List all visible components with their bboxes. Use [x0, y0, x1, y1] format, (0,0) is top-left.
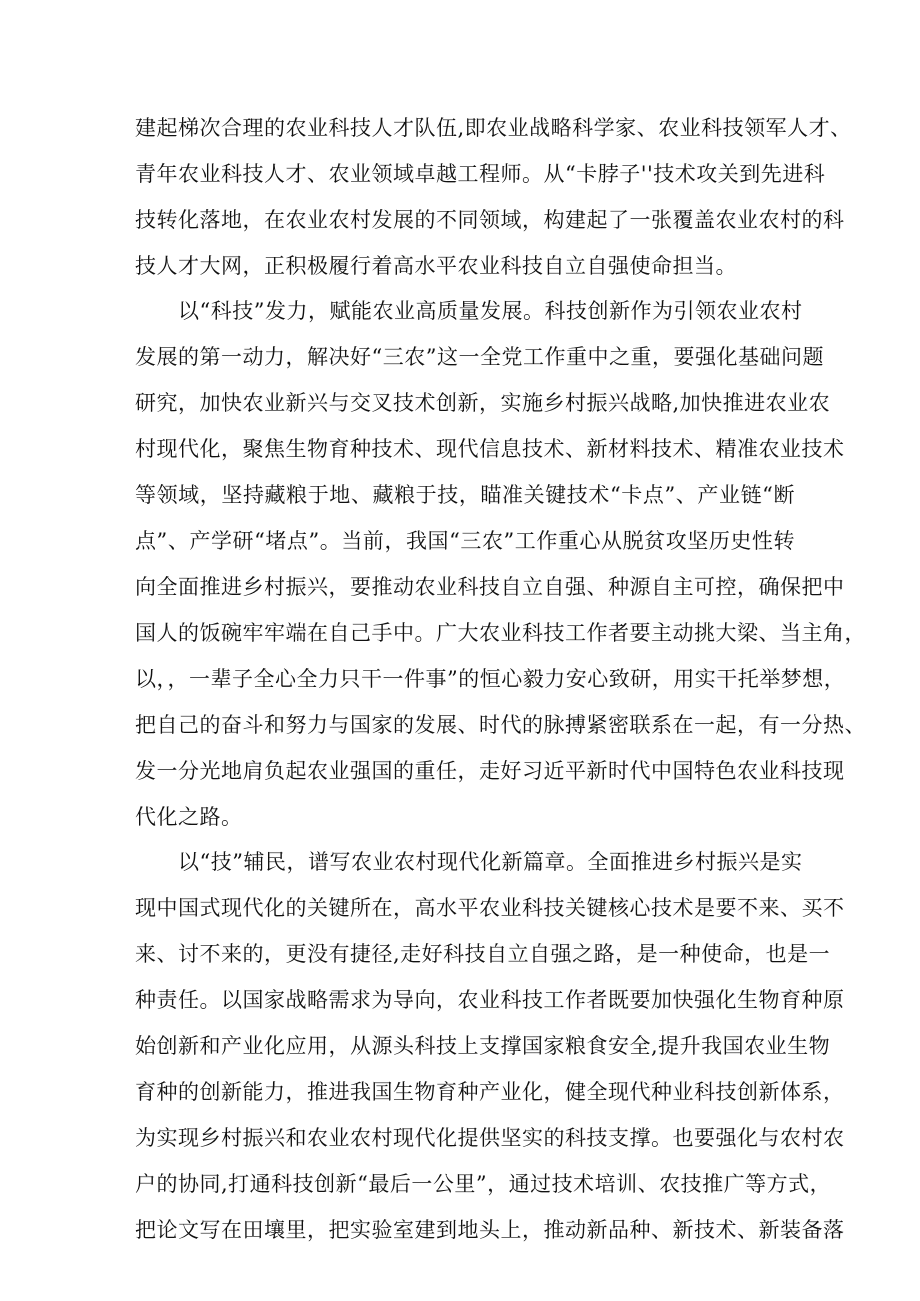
paragraph-3-line-1: 以“技”辅民，谱写农业农村现代化新篇章。全面推进乡村振兴是实 — [178, 850, 803, 874]
paragraph-3-line-9: 把论文写在田壤里，把实验室建到地头上，推动新品种、新技术、新装备落 — [135, 1218, 845, 1242]
paragraph-2-line-2: 发展的第一动力，解决好“三农”这一全党工作重中之重，要强化基础问题 — [135, 345, 824, 369]
paragraph-2-line-4: 村现代化，聚焦生物育种技术、现代信息技术、新材料技术、精准农业技术 — [135, 437, 845, 461]
paragraph-3-line-6: 育种的创新能力，推进我国生物育种产业化，健全现代种业科技创新体系， — [135, 1080, 845, 1104]
paragraph-3-line-7: 为实现乡村振兴和农业农村现代化提供坚实的科技支撑。也要强化与农村农 — [135, 1126, 845, 1150]
paragraph-3-line-8: 户的协同,打通科技创新“最后一公里”，通过技术培训、农技推广等方式， — [135, 1172, 832, 1196]
paragraph-1-line-3: 技转化落地，在农业农村发展的不同领域，构建起了一张覆盖农业农村的科 — [135, 208, 845, 232]
paragraph-1-line-4: 技人才大网，正积极履行着高水平农业科技自立自强使命担当。 — [135, 254, 737, 278]
paragraph-2-line-10: 把自己的奋斗和努力与国家的发展、时代的脉搏紧密联系在一起，有一分热、 — [135, 713, 866, 737]
paragraph-3-line-3: 来、讨不来的，更没有捷径,走好科技自立自强之路，是一种使命，也是一 — [135, 942, 831, 966]
paragraph-2-line-9: 以，，一辈子全心全力只干一件事”的恒心毅力安心致研，用实干托举梦想， — [135, 667, 846, 691]
paragraph-2-line-1: 以“科技”发力，赋能农业高质量发展。科技创新作为引领农业农村 — [178, 299, 803, 323]
paragraph-3-line-2: 现中国式现代化的关键所在，高水平农业科技关键核心技术是要不来、买不 — [135, 896, 845, 920]
paragraph-1-line-2: 青年农业科技人才、农业领域卓越工程师。从“卡脖子''技术攻关到先进科 — [135, 162, 826, 186]
paragraph-3-line-4: 种责任。以国家战略需求为导向，农业科技工作者既要加快强化生物育种原 — [135, 988, 845, 1012]
paragraph-1-line-1: 建起梯次合理的农业科技人才队伍,即农业战略科学家、农业科技领军人才、 — [135, 116, 852, 140]
paragraph-3-line-5: 始创新和产业化应用，从源头科技上支撑国家粮食安全,提升我国农业生物 — [135, 1034, 831, 1058]
paragraph-2-line-8: 国人的饭碗牢牢端在自己手中。广大农业科技工作者要主动挑大梁、当主角， — [135, 621, 866, 645]
paragraph-2-line-3: 研究，加快农业新兴与交叉技术创新，实施乡村振兴战略,加快推进农业农 — [135, 391, 831, 415]
paragraph-2-line-7: 向全面推进乡村振兴，要推动农业科技自立自强、种源自主可控，确保把中 — [135, 575, 845, 599]
paragraph-2-line-12: 代化之路。 — [135, 805, 243, 829]
paragraph-2-line-6: 点”、产学研“堵点”。当前，我国“三农”工作重心从脱贫攻坚历史性转 — [135, 529, 795, 553]
paragraph-2-line-5: 等领域，坚持藏粮于地、藏粮于技，瞄准关键技术“卡点”、产业链“断 — [135, 483, 795, 507]
paragraph-2-line-11: 发一分光地肩负起农业强国的重任，走好习近平新时代中国特色农业科技现 — [135, 759, 845, 783]
